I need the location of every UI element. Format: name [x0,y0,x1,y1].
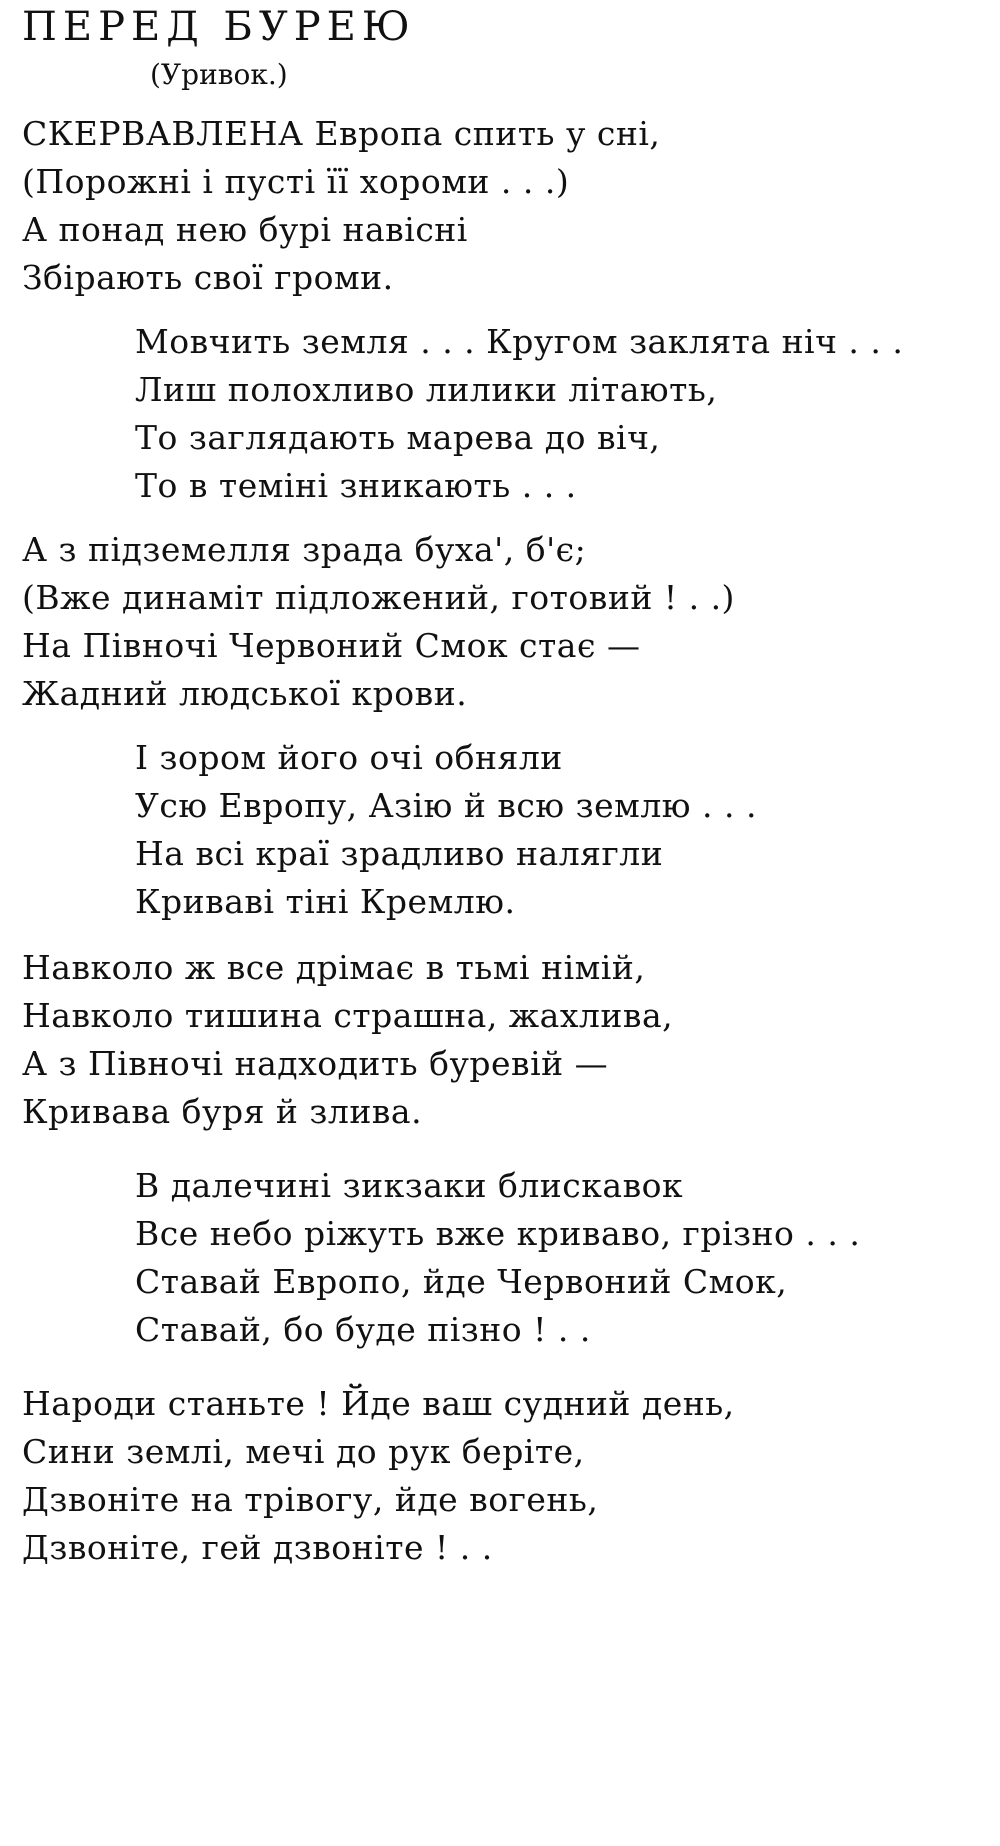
poem-title: ПЕРЕД БУРЕЮ [22,4,416,50]
stanza-line: В далечині зикзаки блискавок [135,1166,684,1205]
stanza-line: Мовчить земля . . . Кругом заклята ніч . . . [135,322,904,361]
stanza-line: Усю Европу, Азію й всю землю . . . [135,786,757,825]
stanza-line: Сини землі, мечі до рук беріте, [22,1432,585,1471]
stanza-line: Ставай Европо, йде Червоний Смок, [135,1262,788,1301]
stanza-line: Навколо ж все дрімає в тьмі німій, [22,948,646,987]
stanza-6 [135,1162,860,1354]
stanza-line: Ставай, бо буде пізно ! . . [135,1310,591,1349]
stanza-3 [22,526,735,718]
stanza-1 [22,110,660,302]
stanza-line: Криваві тіні Кремлю. [135,882,516,921]
stanza-line: Жадний людської крови. [22,674,468,713]
stanza-line: На всі краї зрадливо налягли [135,834,664,873]
stanza-line: Кривава буря й злива. [22,1092,423,1131]
stanza-line: Навколо тишина страшна, жахлива, [22,996,674,1035]
stanza-5 [22,944,673,1136]
stanza-line: Дзвоніте, гей дзвоніте ! . . [22,1528,493,1567]
stanza-line: (Вже динаміт підложений, готовий ! . .) [22,578,735,617]
stanza-line: На Півночі Червоний Смок стає — [22,626,641,665]
stanza-line: А з Півночі надходить буревій — [22,1044,609,1083]
stanza-line: А з підземелля зрада буха', б'є; [22,530,587,569]
stanza-line: Все небо ріжуть вже криваво, грізно . . . [135,1214,861,1253]
poem-subtitle: (Уривок.) [150,58,288,91]
stanza-7 [22,1380,735,1572]
stanza-line: То в теміні зникають . . . [135,466,577,505]
stanza-line: (Порожні і пусті її хороми . . .) [22,162,570,201]
stanza-4 [135,734,757,926]
stanza-line: Дзвоніте на трівогу, йде вогень, [22,1480,599,1519]
stanza-line: І зором його очі обняли [135,738,563,777]
stanza-line: Народи станьте ! Йде ваш судний день, [22,1384,735,1423]
stanza-line: Лиш полохливо лилики літають, [135,370,718,409]
stanza-2 [135,318,903,510]
stanza-line: Збірають свої громи. [22,258,394,297]
stanza-line: То заглядають марева до віч, [135,418,661,457]
stanza-line: А понад нею бурі навісні [22,210,468,249]
stanza-line: СКЕРВАВЛЕНА Европа спить у сні, [22,114,661,153]
